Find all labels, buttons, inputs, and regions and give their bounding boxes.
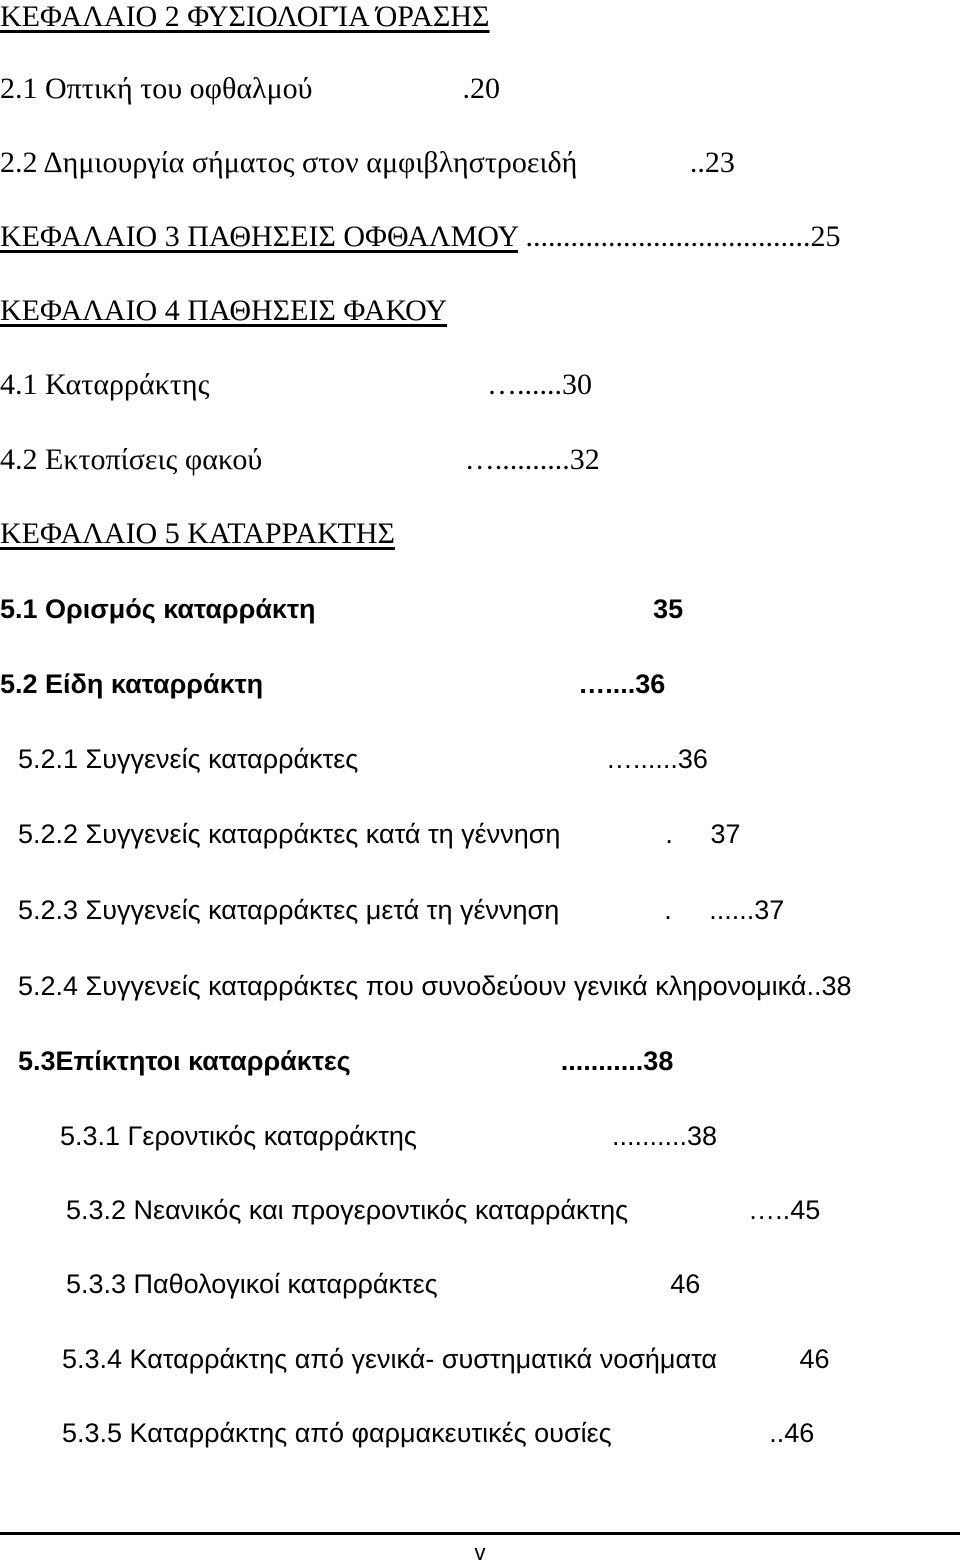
toc-entry-page: 32	[569, 443, 600, 476]
footer-rule	[0, 1532, 960, 1535]
toc-entry-page: 30	[561, 368, 592, 401]
toc-entry-page: 25	[810, 220, 841, 253]
toc-entry-page: 36	[635, 669, 666, 699]
toc-entry-title: 5.2.3 Συγγενείς καταρράκτες μετά τη γέννηση	[18, 895, 560, 925]
toc-entry-leader: ..	[806, 971, 822, 1001]
toc-entry-5-2-2	[18, 817, 740, 853]
toc-entry-leader	[316, 594, 654, 624]
toc-entry-page: 20	[470, 72, 501, 105]
toc-entry-title: ΚΕΦΑΛΑΙΟ 3 ΠΑΘΗΣΕΙΣ ΟΦΘΑΛΜΟΥ	[0, 220, 519, 253]
toc-entry-leader: …......	[209, 368, 562, 401]
toc-entry-page: 36	[677, 744, 708, 774]
toc-entry-4-2	[0, 443, 600, 479]
toc-entry-leader: .	[312, 72, 471, 105]
toc-entry-page: 37	[710, 819, 741, 849]
toc-entry-title: 5.2.1 Συγγενείς καταρράκτες	[18, 744, 359, 774]
toc-entry-leader: …......	[358, 744, 678, 774]
toc-entry-4-1	[0, 368, 592, 404]
toc-entry-chapter-4	[0, 294, 447, 330]
toc-entry-chapter-3	[0, 220, 841, 256]
toc-entry-leader: …..	[628, 1195, 791, 1225]
toc-entry-page: 46	[784, 1418, 815, 1448]
toc-entry-5-3-1	[60, 1119, 717, 1155]
toc-entry-title: ΚΕΦΑΛΑΙΟ 2 ΦΥΣΙΟΛΟΓΊΑ ΌΡΑΣΗΣ	[0, 0, 490, 33]
toc-entry-5-3-5	[62, 1416, 814, 1452]
toc-entry-title: 5.3.3 Παθολογικοί καταρράκτες	[66, 1269, 438, 1299]
toc-entry-5-3-4	[62, 1342, 830, 1378]
toc-entry-page: 46	[670, 1269, 701, 1299]
toc-entry-5-1	[0, 592, 683, 628]
toc-entry-leader: ..	[611, 1418, 785, 1448]
toc-entry-title: 5.2.2 Συγγενείς καταρράκτες κατά τη γέννηση	[18, 819, 561, 849]
toc-entry-5-2-4	[18, 969, 852, 1005]
toc-entry-chapter-5	[0, 517, 395, 553]
toc-entry-title: 5.1 Ορισμός καταρράκτη	[0, 594, 316, 624]
toc-entry-leader: ......................................	[518, 220, 811, 253]
toc-entry-page: 23	[704, 146, 735, 179]
toc-entry-title: 5.3.4 Καταρράκτης από γενικά- συστηματικά νοσήματα	[62, 1344, 717, 1374]
toc-entry-page: 38	[686, 1121, 718, 1151]
toc-entry-5-3	[18, 1044, 673, 1080]
toc-entry-5-3-3	[66, 1267, 700, 1303]
toc-entry-5-2-1	[18, 742, 708, 778]
toc-entry-leader: …..........	[262, 443, 570, 476]
toc-entry-leader: ...........	[350, 1046, 644, 1076]
toc-entry-title: 2.2 Δημιουργία σήματος στον αμφιβληστροειδή	[0, 146, 578, 179]
toc-entry-title: 5.2.4 Συγγενείς καταρράκτες που συνοδεύουν γενικά κληρονομικά	[18, 971, 807, 1001]
toc-entry-leader: ..........	[416, 1121, 687, 1151]
toc-entry-5-2-3	[18, 893, 784, 929]
page-number: v	[474, 1540, 486, 1565]
toc-entry-page: 45	[790, 1195, 821, 1225]
toc-entry-page: 38	[643, 1046, 674, 1076]
toc-entry-5-2	[0, 667, 665, 703]
toc-entry-chapter-2	[0, 0, 490, 36]
toc-entry-leader: ..	[577, 146, 705, 179]
toc-entry-page: 38	[821, 971, 852, 1001]
toc-entry-title: 5.3.2 Νεανικός και προγεροντικός καταρράκτης	[66, 1195, 629, 1225]
toc-entry-page: 46	[799, 1344, 830, 1374]
toc-entry-title: 5.3.5 Καταρράκτης από φαρμακευτικές ουσίες	[62, 1418, 612, 1448]
toc-entry-title: 4.2 Εκτοπίσεις φακού	[0, 443, 263, 476]
toc-entry-title: 2.1 Οπτική του οφθαλμού	[0, 72, 313, 105]
toc-entry-leader: .	[560, 819, 711, 849]
toc-entry-2-1	[0, 72, 500, 108]
toc-entry-title: 5.3.1 Γεροντικός καταρράκτης	[60, 1121, 417, 1151]
toc-entry-leader: …....	[263, 669, 636, 699]
toc-entry-leader	[438, 1269, 671, 1299]
toc-entry-title: ΚΕΦΑΛΑΙΟ 4 ΠΑΘΗΣΕΙΣ ΦΑΚΟΥ	[0, 294, 447, 327]
toc-entry-page: 37	[754, 895, 785, 925]
toc-entry-title: 4.1 Καταρράκτης	[0, 368, 210, 401]
toc-entry-5-3-2	[66, 1193, 820, 1229]
toc-entry-leader	[717, 1344, 800, 1374]
toc-entry-title: 5.2 Είδη καταρράκτη	[0, 669, 264, 699]
toc-entry-page: 35	[653, 594, 684, 624]
toc-entry-title: ΚΕΦΑΛΑΙΟ 5 ΚΑΤΑΡΡΑΚΤΗΣ	[0, 517, 395, 550]
toc-entry-title: 5.3Επίκτητοι καταρράκτες	[18, 1046, 351, 1076]
toc-entry-2-2	[0, 146, 735, 182]
toc-entry-leader: . ......	[559, 895, 755, 925]
